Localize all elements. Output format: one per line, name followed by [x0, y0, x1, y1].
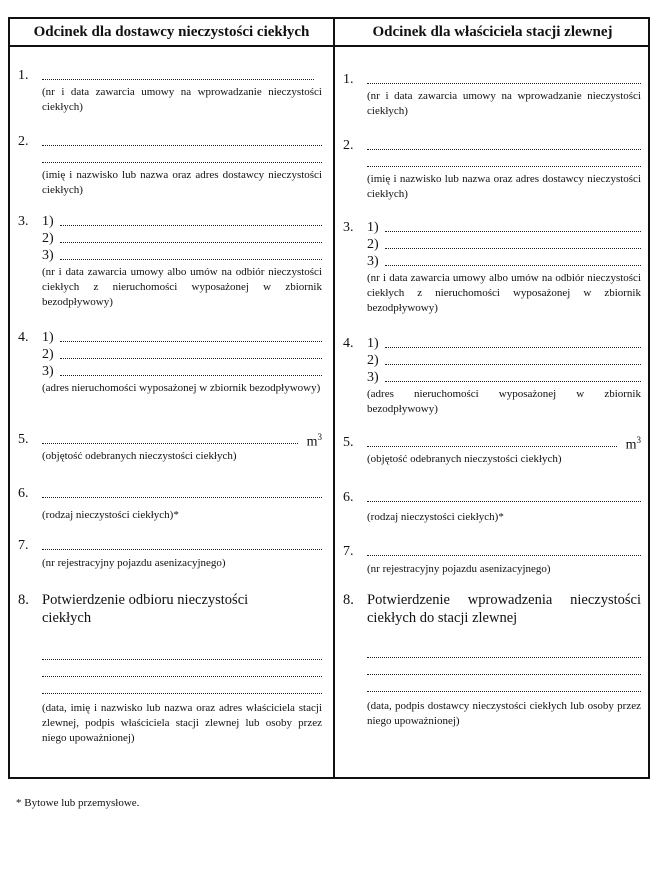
- item-number: 1.: [343, 72, 354, 87]
- sub-number: 1): [42, 330, 54, 345]
- unit-label: $m^3$: [306, 432, 322, 450]
- item-number: 2.: [18, 134, 29, 149]
- item-number: 8.: [343, 592, 354, 608]
- fill-line[interactable]: [367, 137, 641, 154]
- fill-line[interactable]: [42, 485, 322, 502]
- sub-number: 1): [367, 336, 379, 351]
- fill-line[interactable]: [42, 67, 314, 84]
- sub-number: 1): [42, 214, 54, 229]
- item-number: 5.: [343, 435, 354, 450]
- item-number: 4.: [343, 336, 354, 351]
- sub-number: 2): [367, 237, 379, 252]
- right-column-header: Odcinek dla właściciela stacji zlewnej: [372, 24, 613, 40]
- fill-line[interactable]: [367, 369, 641, 386]
- fill-line[interactable]: [367, 489, 641, 506]
- sub-number: 3): [367, 254, 379, 269]
- fill-line[interactable]: [367, 219, 641, 236]
- field-description: (nr i data zawarcia umowy albo umów na odbiór nieczystości ciekłych z nieruchomości wyposażonej w zbiornik bezodpływowy): [42, 266, 322, 308]
- fill-line[interactable]: [367, 154, 641, 171]
- field-description: (rodzaj nieczystości ciekłych)*: [367, 511, 504, 523]
- fill-line[interactable]: [42, 431, 322, 448]
- fill-line[interactable]: [42, 346, 322, 363]
- sub-number: 3): [367, 370, 379, 385]
- field-description: (imię i nazwisko lub nazwa oraz adres dostawcy nieczystości ciekłych): [367, 173, 641, 200]
- field-description: (nr i data zawarcia umowy albo umów na odbiór nieczystości ciekłych z nieruchomości wyposażonej w zbiornik bezodpływowy): [367, 272, 641, 314]
- fill-line[interactable]: [42, 329, 322, 346]
- item-number: 8.: [18, 592, 29, 608]
- column-divider: [333, 17, 335, 779]
- field-description: (objętość odebranych nieczystości ciekłych): [367, 453, 562, 465]
- left-column: [18, 47, 322, 777]
- fill-line[interactable]: [367, 352, 641, 369]
- sub-number: 3): [42, 248, 54, 263]
- fill-line[interactable]: [42, 230, 322, 247]
- field-description: (adres nieruchomości wyposażonej w zbiornik bezodpływowy): [42, 382, 321, 394]
- fill-line[interactable]: [42, 133, 322, 150]
- field-description: (objętość odebranych nieczystości ciekłych): [42, 450, 237, 462]
- item-number: 1.: [18, 68, 29, 83]
- fill-line[interactable]: [42, 363, 322, 380]
- left-column-header: Odcinek dla dostawcy nieczystości ciekłych: [33, 24, 310, 40]
- fill-line[interactable]: [42, 681, 322, 698]
- fill-line[interactable]: [367, 645, 641, 662]
- field-description: (nr i data zawarcia umowy na wprowadzanie nieczystości ciekłych): [42, 86, 322, 113]
- fill-line[interactable]: [367, 236, 641, 253]
- item-number: 3.: [343, 220, 354, 235]
- sub-number: 3): [42, 364, 54, 379]
- field-description: (adres nieruchomości wyposażonej w zbiornik bezodpływowy): [367, 388, 641, 415]
- field-description: (rodzaj nieczystości ciekłych)*: [42, 509, 179, 521]
- unit-label: $m^3$: [625, 435, 641, 453]
- fill-line[interactable]: [42, 150, 322, 167]
- fill-line[interactable]: [367, 434, 641, 451]
- item-number: 6.: [343, 490, 354, 505]
- item-number: 7.: [18, 538, 29, 553]
- fill-line[interactable]: [367, 253, 641, 270]
- item-number: 4.: [18, 330, 29, 345]
- item-number: 3.: [18, 214, 29, 229]
- field-description: (imię i nazwisko lub nazwa oraz adres dostawcy nieczystości ciekłych): [42, 169, 322, 196]
- fill-line[interactable]: [42, 213, 322, 230]
- fill-line[interactable]: [367, 679, 641, 696]
- confirmation-title: Potwierdzenie wprowadzenia nieczystości ciekłych do stacji zlewnej: [367, 592, 641, 626]
- sub-number: 1): [367, 220, 379, 235]
- fill-line[interactable]: [42, 537, 322, 554]
- sub-number: 2): [367, 353, 379, 368]
- fill-line[interactable]: [367, 662, 641, 679]
- field-description: (data, podpis dostawcy nieczystości ciekłych lub osoby przez niego upoważnionej): [367, 700, 641, 727]
- right-column: [343, 47, 641, 777]
- field-description: (nr rejestracyjny pojazdu asenizacyjnego): [367, 563, 551, 575]
- confirmation-title: Potwierdzenie odbioru nieczystości ciekłych: [42, 592, 249, 626]
- fill-line[interactable]: [367, 335, 641, 352]
- item-number: 6.: [18, 486, 29, 501]
- field-description: (data, imię i nazwisko lub nazwa oraz adres właściciela stacji zlewnej, podpis właściciela stacji zlewnej lub osoby przez niego upoważnionej): [42, 702, 322, 744]
- item-number: 7.: [343, 544, 354, 559]
- field-description: (nr rejestracyjny pojazdu asenizacyjnego): [42, 557, 226, 569]
- fill-line[interactable]: [42, 664, 322, 681]
- footnote: * Bytowe lub przemysłowe.: [16, 797, 140, 809]
- item-number: 2.: [343, 138, 354, 153]
- field-description: (nr i data zawarcia umowy na wprowadzanie nieczystości ciekłych): [367, 90, 641, 117]
- fill-line[interactable]: [42, 247, 322, 264]
- sub-number: 2): [42, 347, 54, 362]
- fill-line[interactable]: [367, 543, 641, 560]
- item-number: 5.: [18, 432, 29, 447]
- fill-line[interactable]: [42, 647, 322, 664]
- fill-line[interactable]: [367, 71, 641, 88]
- sub-number: 2): [42, 231, 54, 246]
